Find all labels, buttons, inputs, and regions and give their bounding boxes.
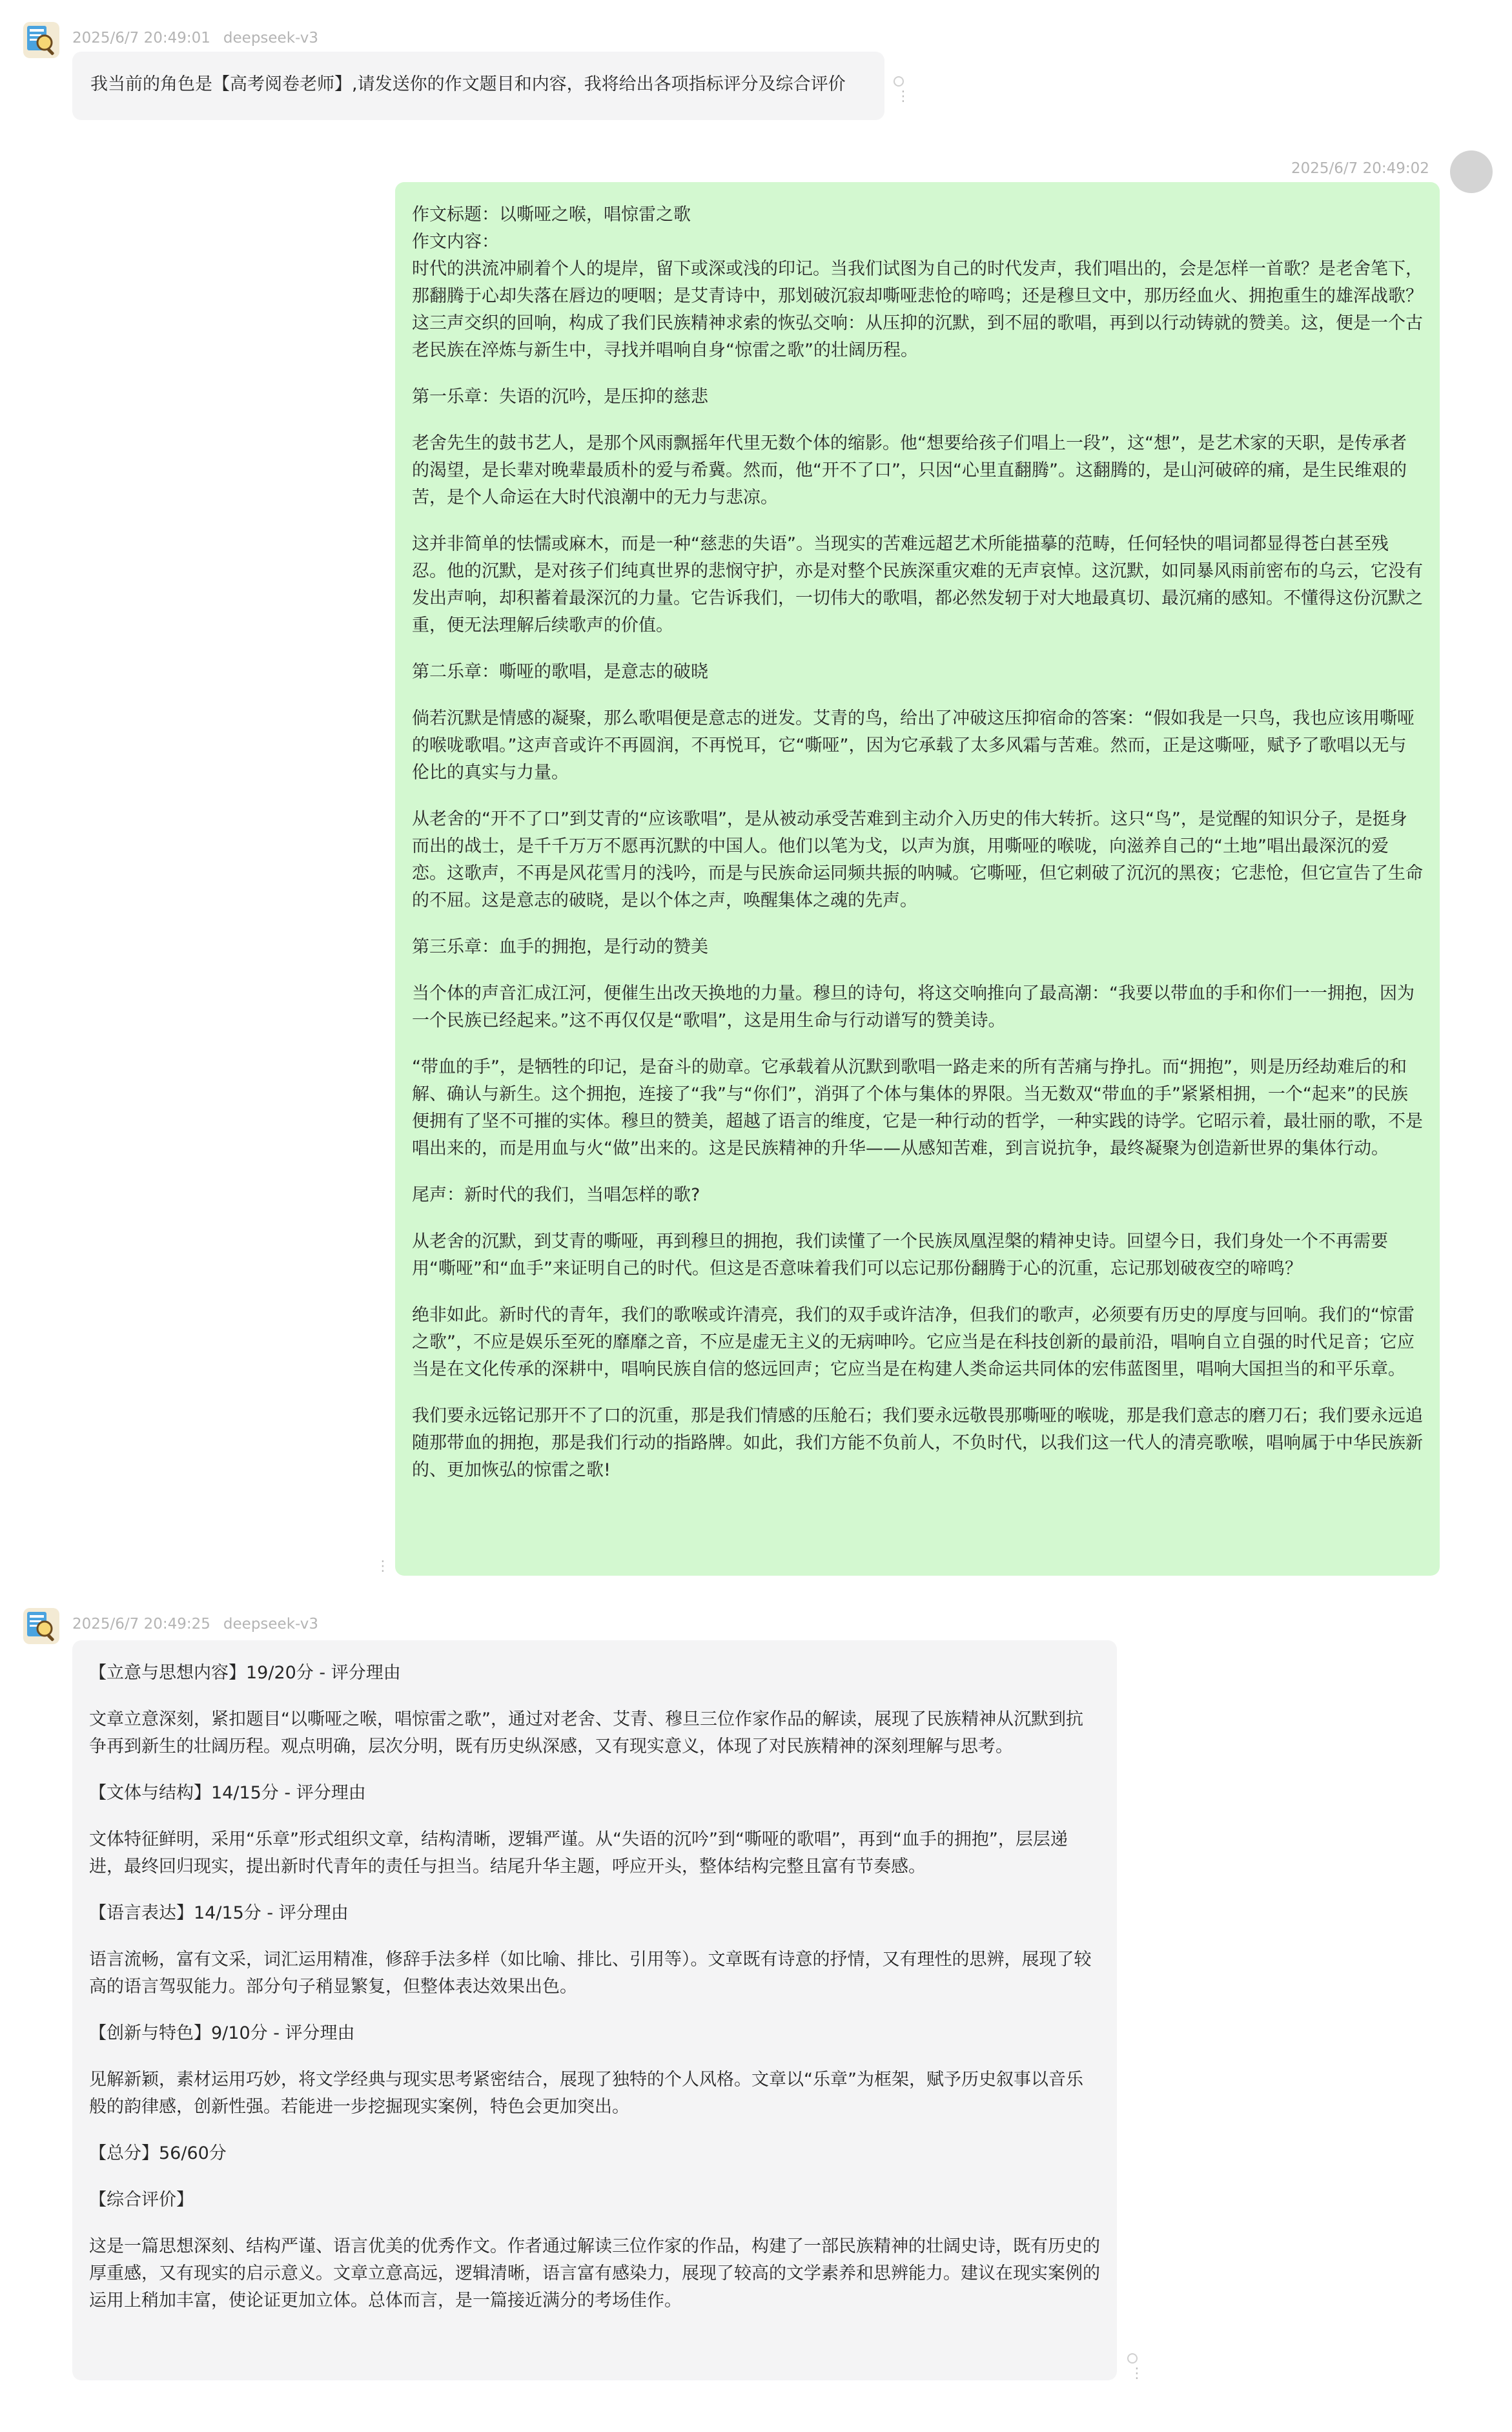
- score-reason: 文体特征鲜明，采用“乐章”形式组织文章，结构清晰，逻辑严谨。从“失语的沉吟”到“嘶哑的歌唱”，再到“血手的拥抱”，层层递进，最终回归现实，提出新时代青年的责任与担当。结尾升华主题，呼应开头，整体结构完整且富有节奏感。: [89, 1829, 1068, 1877]
- user-message: [395, 182, 1440, 1576]
- drag-handle-icon[interactable]: ⋮: [1130, 2365, 1144, 2382]
- assistant-avatar: [23, 22, 59, 58]
- message-meta: [72, 1616, 318, 1633]
- essay-paragraph: 倘若沉默是情感的凝聚，那么歌唱便是意志的迸发。艾青的鸟，给出了冲破这压抑宿命的答案：“假如我是一只鸟，我也应该用嘶哑的喉咙歌唱。”这声音或许不再圆润，不再悦耳，它“嘶哑”，因为它承载了太多风霜与苦难。然而，正是这嘶哑，赋予了歌唱以无与伦比的真实与力量。: [412, 708, 1415, 783]
- score-heading: 【文体与结构】14/15分 - 评分理由: [89, 1783, 366, 1803]
- score-reason: 语言流畅，富有文采，词汇运用精准，修辞手法多样（如比喻、排比、引用等）。文章既有诗意的抒情，又有理性的思辨，展现了较高的语言驾驭能力。部分句子稍显繁复，但整体表达效果出色。: [89, 1950, 1092, 1997]
- score-heading: 【语言表达】14/15分 - 评分理由: [89, 1903, 349, 1923]
- magnifier-document-icon: [23, 22, 59, 58]
- message-meta: [1291, 160, 1429, 177]
- essay-content-label: 作文内容：: [412, 232, 499, 252]
- more-options-icon[interactable]: [1127, 2353, 1138, 2364]
- essay-paragraph: 这并非简单的怯懦或麻木，而是一种“慈悲的失语”。当现实的苦难远超艺术所能描摹的范畴，任何轻快的唱词都显得苍白甚至残忍。他的沉默，是对孩子们纯真世界的悲悯守护，亦是对整个民族深重灾难的无声哀悼。这沉默，如同暴风雨前密布的乌云，它没有发出声响，却积蓄着最深沉的力量。它告诉我们，一切伟大的歌唱，都必然发轫于对大地最真切、最沉痛的感知。不懂得这份沉默之重，便无法理解后续歌声的价值。: [412, 534, 1423, 635]
- drag-handle-icon[interactable]: ⋮: [896, 88, 910, 105]
- overall-evaluation: 这是一篇思想深刻、结构严谨、语言优美的优秀作文。作者通过解读三位作家的作品，构建了一部民族精神的壮阔史诗，既有历史的厚重感，又有现实的启示意义。文章立意高远，逻辑清晰，语言富有感染力，展现了较高的文学素养和思辨能力。建议在现实案例的运用上稍加丰富，使论证更加立体。总体而言，是一篇接近满分的考场佳作。: [89, 2236, 1100, 2311]
- score-reason: 文章立意深刻，紧扣题目“以嘶哑之喉，唱惊雷之歌”，通过对老舍、艾青、穆旦三位作家作品的解读，展现了民族精神从沉默到抗争再到新生的壮阔历程。观点明确，层次分明，既有历史纵深感，又有现实意义，体现了对民族精神的深刻理解与思考。: [89, 1709, 1083, 1757]
- essay-paragraph: “带血的手”，是牺牲的印记，是奋斗的勋章。它承载着从沉默到歌唱一路走来的所有苦痛与挣扎。而“拥抱”，则是历经劫难后的和解、确认与新生。这个拥抱，连接了“我”与“你们”，消弭了个体与集体的界限。当无数双“带血的手”紧紧相拥，一个“起来”的民族便拥有了坚不可摧的实体。穆旦的赞美，超越了语言的维度，它是一种行动的哲学，一种实践的诗学。它昭示着，最壮丽的歌，不是唱出来的，而是用血与火“做”出来的。这是民族精神的升华——从感知苦难，到言说抗争，最终凝聚为创造新世界的集体行动。: [412, 1057, 1423, 1159]
- model-name: deepseek-v3: [223, 1616, 318, 1633]
- more-options-icon[interactable]: [894, 76, 904, 87]
- message-text: 我当前的角色是【高考阅卷老师】,请发送你的作文题目和内容，我将给出各项指标评分及综合评价: [90, 74, 846, 94]
- message-controls[interactable]: [1127, 2353, 1144, 2382]
- score-heading: 【创新与特色】9/10分 - 评分理由: [89, 2023, 355, 2043]
- score-heading: 【立意与思想内容】19/20分 - 评分理由: [89, 1663, 401, 1683]
- essay-paragraph: 从老舍的“开不了口”到艾青的“应该歌唱”，是从被动承受苦难到主动介入历史的伟大转折。这只“鸟”，是觉醒的知识分子，是挺身而出的战士，是千千万万不愿再沉默的中国人。他们以笔为戈，以声为旗，用嘶哑的喉咙，向滋养自己的“土地”唱出最深沉的爱恋。这歌声，不再是风花雪月的浅吟，而是与民族命运同频共振的呐喊。它嘶哑，但它刺破了沉沉的黑夜；它悲怆，但它宣告了生命的不屈。这是意志的破晓，是以个体之声，唤醒集体之魂的先声。: [412, 809, 1423, 911]
- score-reason: 见解新颖，素材运用巧妙，将文学经典与现实思考紧密结合，展现了独特的个人风格。文章以“乐章”为框架，赋予历史叙事以音乐般的韵律感，创新性强。若能进一步挖掘现实案例，特色会更加突出。: [89, 2070, 1083, 2117]
- assistant-message: [72, 1640, 1117, 2380]
- essay-paragraph: 老舍先生的鼓书艺人，是那个风雨飘摇年代里无数个体的缩影。他“想要给孩子们唱上一段”，这“想”，是艺术家的天职，是传承者的渴望，是长辈对晚辈最质朴的爱与希冀。然而，他“开不了口”，只因“心里直翻腾”。这翻腾的，是山河破碎的痛，是生民维艰的苦，是个人命运在大时代浪潮中的无力与悲凉。: [412, 433, 1407, 508]
- essay-heading: 尾声：新时代的我们，当唱怎样的歌?: [412, 1185, 700, 1205]
- assistant-avatar: [23, 1608, 59, 1644]
- essay-paragraph: 我们要永远铭记那开不了口的沉重，那是我们情感的压舱石；我们要永远敬畏那嘶哑的喉咙，那是我们意志的磨刀石；我们要永远追随那带血的拥抱，那是我们行动的指路牌。如此，我们方能不负前人，不负时代，以我们这一代人的清亮歌喉，唱响属于中华民族新的、更加恢弘的惊雷之歌!: [412, 1406, 1423, 1480]
- assistant-message: [72, 52, 884, 120]
- message-timestamp: 2025/6/7 20:49:01: [72, 30, 210, 46]
- essay-paragraph: 当个体的声音汇成江河，便催生出改天换地的力量。穆旦的诗句，将这交响推向了最高潮：“我要以带血的手和你们一一拥抱，因为一个民族已经起来。”这不再仅仅是“歌唱”，这是用生命与行动谱写的赞美诗。: [412, 984, 1415, 1031]
- essay-heading: 第一乐章：失语的沉吟，是压抑的慈悲: [412, 387, 708, 407]
- drag-handle-icon[interactable]: ⋮: [376, 1558, 390, 1574]
- message-controls[interactable]: [894, 76, 910, 105]
- total-score: 【总分】56/60分: [89, 2143, 227, 2163]
- essay-paragraph: 时代的洪流冲刷着个人的堤岸，留下或深或浅的印记。当我们试图为自己的时代发声，我们唱出的，会是怎样一首歌？是老舍笔下，那翻腾于心却失落在唇边的哽咽；是艾青诗中，那划破沉寂却嘶哑悲怆的啼鸣；还是穆旦文中，那历经血火、拥抱重生的雄浑战歌？这三声交织的回响，构成了我们民族精神求索的恢弘交响：从压抑的沉默，到不屈的歌唱，再到以行动铸就的赞美。这，便是一个古老民族在淬炼与新生中，寻找并唱响自身“惊雷之歌”的壮阔历程。: [412, 259, 1423, 360]
- magnifier-document-icon: [23, 1608, 59, 1644]
- message-timestamp: 2025/6/7 20:49:25: [72, 1616, 210, 1633]
- message-timestamp: 2025/6/7 20:49:02: [1291, 160, 1429, 177]
- overall-heading: 【综合评价】: [89, 2190, 194, 2210]
- essay-paragraph: 从老舍的沉默，到艾青的嘶哑，再到穆旦的拥抱，我们读懂了一个民族凤凰涅槃的精神史诗。回望今日，我们身处一个不再需要用“嘶哑”和“血手”来证明自己的时代。但这是否意味着我们可以忘记那份翻腾于心的沉重，忘记那划破夜空的啼鸣？: [412, 1231, 1388, 1279]
- essay-heading: 第三乐章：血手的拥抱，是行动的赞美: [412, 937, 708, 957]
- message-controls[interactable]: [373, 1556, 390, 1574]
- user-avatar: [1450, 150, 1493, 193]
- essay-title: 作文标题：以嘶哑之喉，唱惊雷之歌: [412, 205, 691, 225]
- essay-heading: 第二乐章：嘶哑的歌唱，是意志的破晓: [412, 662, 708, 682]
- essay-paragraph: 绝非如此。新时代的青年，我们的歌喉或许清亮，我们的双手或许洁净，但我们的歌声，必须要有历史的厚度与回响。我们的“惊雷之歌”，不应是娱乐至死的靡靡之音，不应是虚无主义的无病呻吟。它应当是在科技创新的最前沿，唱响自立自强的时代足音；它应当是在文化传承的深耕中，唱响民族自信的悠远回声；它应当是在构建人类命运共同体的宏伟蓝图里，唱响大国担当的和平乐章。: [412, 1305, 1415, 1379]
- model-name: deepseek-v3: [223, 30, 318, 46]
- message-meta: [72, 30, 318, 46]
